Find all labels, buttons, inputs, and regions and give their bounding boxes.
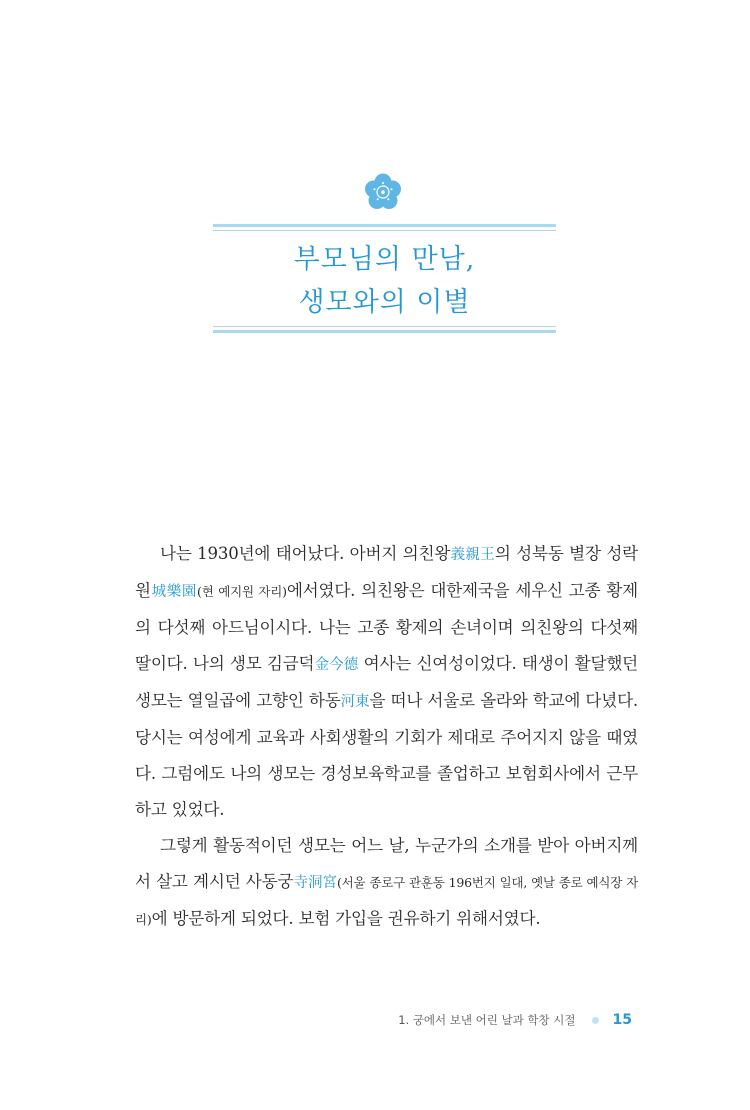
text-run: 여사는 신여성이었다. 태생이 활달했던 생모는 열일곱에 고향인 하동 bbox=[135, 654, 638, 710]
footer-dot-icon bbox=[592, 1017, 599, 1024]
paragraph-2 bbox=[135, 828, 638, 938]
text-run: 나는 1930년에 태어났다. 아버지 의친왕 bbox=[160, 544, 451, 563]
hanja-annotation: 城樂園 bbox=[150, 584, 198, 600]
inline-note: (서울 종로구 관훈동 196번지 일대, 옛날 종로 예식장 자리) bbox=[135, 875, 638, 927]
page-footer bbox=[398, 1012, 632, 1028]
title-rule-bottom bbox=[213, 326, 556, 333]
page-number: 15 bbox=[612, 1012, 632, 1028]
text-run: 에서였다. 의친왕은 대한제국을 세우신 고종 황제의 다섯째 아드님이시다. 나는 고종 황제의 손녀이며 의친왕의 다섯째 딸이다. 나의 생모 김금덕 bbox=[135, 581, 638, 673]
footer-section-title: 1. 궁에서 보낸 어린 날과 학창 시절 bbox=[398, 1013, 576, 1027]
plum-blossom-icon bbox=[363, 172, 403, 212]
hanja-annotation: 寺洞宮 bbox=[293, 875, 337, 891]
hanja-annotation: 義親王 bbox=[450, 547, 495, 563]
paragraph-1 bbox=[135, 536, 638, 828]
text-run: 에 방문하게 되었다. 보험 가입을 권유하기 위해서였다. bbox=[151, 909, 541, 928]
chapter-title-line-2: 생모와의 이별 bbox=[298, 287, 471, 318]
text-run: 그렇게 활동적이던 생모는 어느 날, 누군가의 소개를 받아 아버지께서 살고 계시던 사동궁 bbox=[135, 836, 638, 891]
chapter-title bbox=[213, 238, 556, 324]
hanja-annotation: 河東 bbox=[340, 694, 370, 710]
text-run: 의 성북동 별장 성락원 bbox=[135, 544, 638, 600]
inline-note: (현 예지원 자리) bbox=[197, 584, 287, 599]
hanja-annotation: 金今德 bbox=[314, 657, 359, 673]
title-rule-top bbox=[213, 224, 556, 231]
body-text bbox=[135, 536, 638, 938]
text-run: 을 떠나 서울로 올라와 학교에 다녔다. 당시는 여성에게 교육과 사회생활의 기회가 제대로 주어지지 않을 때였다. 그럼에도 나의 생모는 경성보육학교를 졸업하고 보험회사에서 근무하고 있었다. bbox=[135, 691, 638, 819]
chapter-title-line-1: 부모님의 만남, bbox=[293, 244, 476, 275]
